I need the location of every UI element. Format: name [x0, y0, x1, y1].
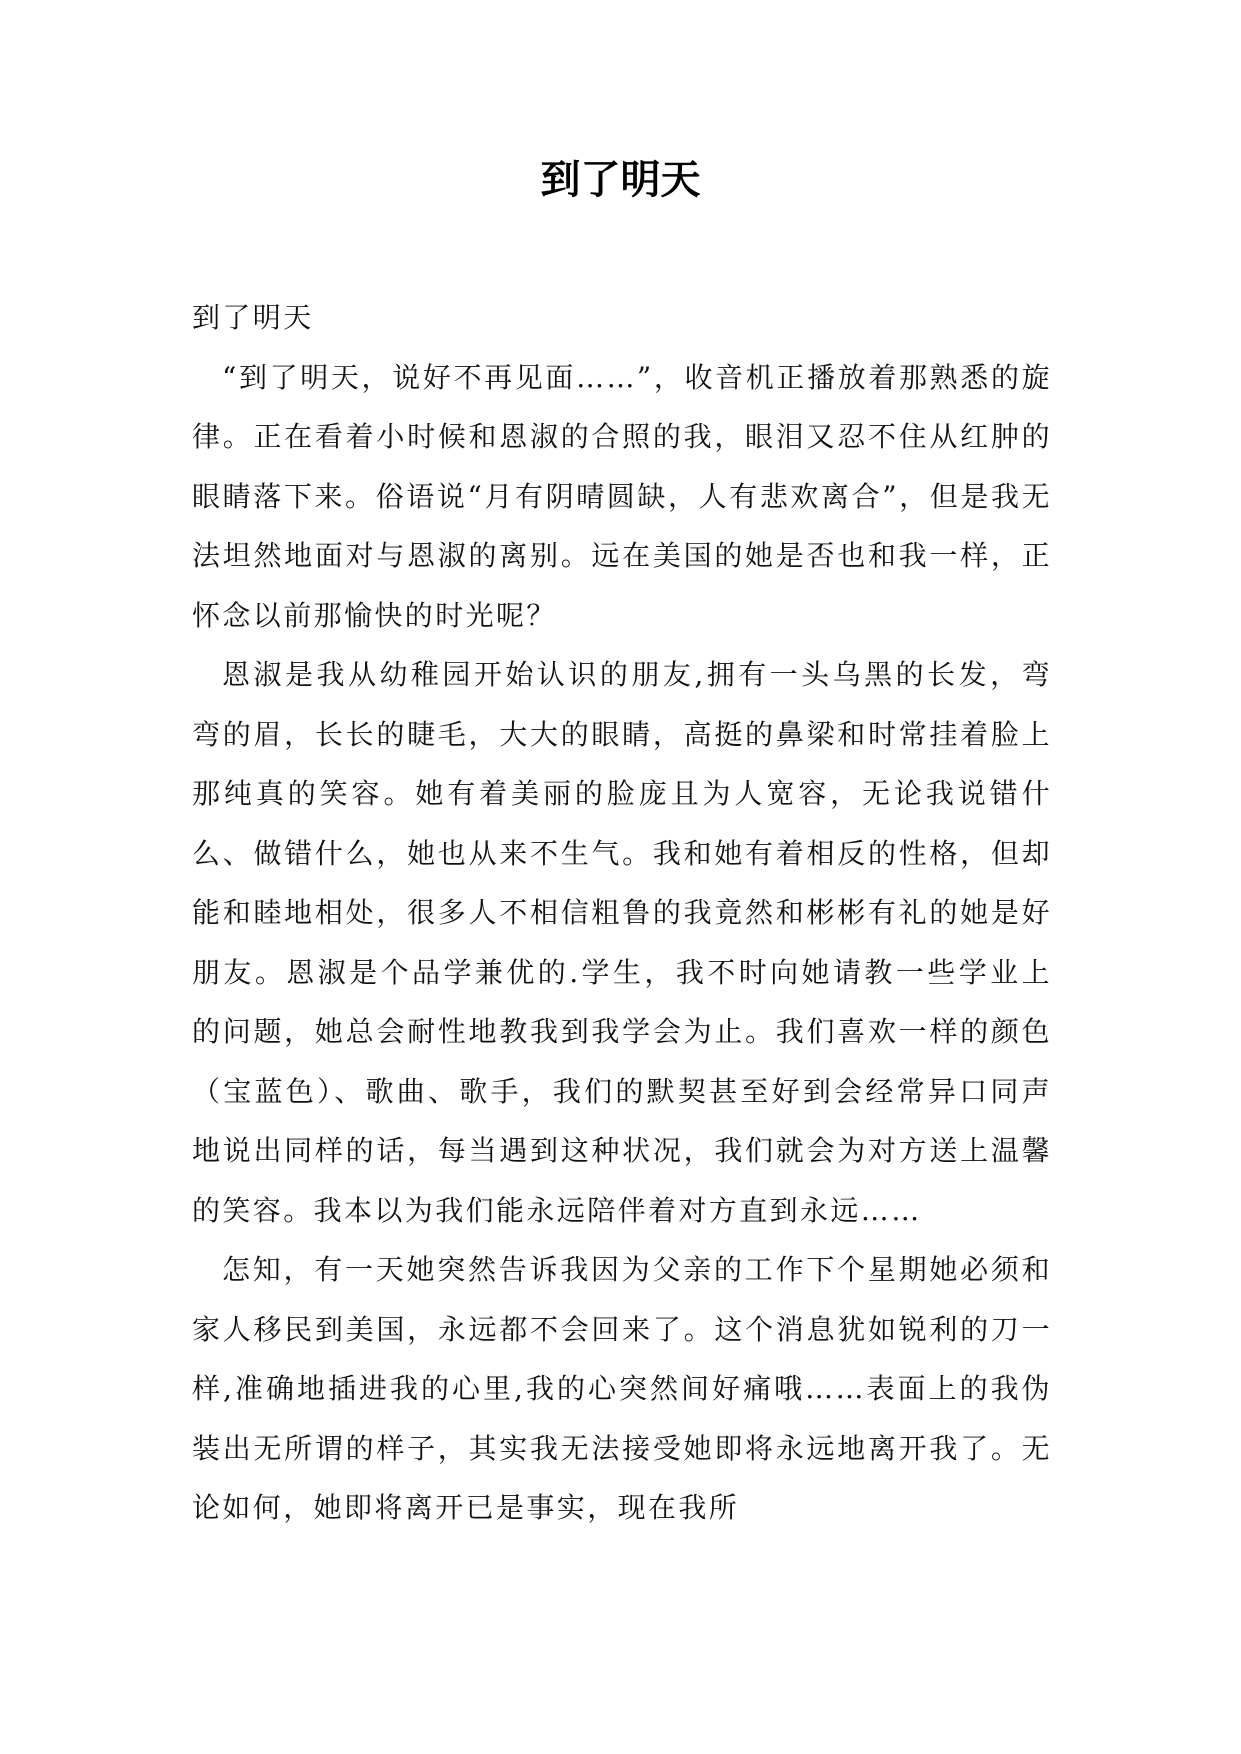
- paragraph: 恩淑是我从幼稚园开始认识的朋友,拥有一头乌黑的长发，弯弯的眉，长长的睫毛，大大的眼睛，高挺的鼻梁和时常挂着脸上那纯真的笑容。她有着美丽的脸庞且为人宽容，无论我说错什么、做错什么，她也从来不生气。我和她有着相反的性格，但却能和睦地相处，很多人不相信粗鲁的我竟然和彬彬有礼的她是好朋友。恩淑是个品学兼优的.学生，我不时向她请教一些学业上的问题，她总会耐性地教我到我学会为止。我们喜欢一样的颜色（宝蓝色）、歌曲、歌手，我们的默契甚至好到会经常异口同声地说出同样的话，每当遇到这种状况，我们就会为对方送上温馨的笑容。我本以为我们能永远陪伴着对方直到永远……: [192, 658, 1052, 1227]
- document-title: 到了明天: [540, 157, 701, 203]
- document-body: [192, 288, 1052, 1538]
- document-subtitle: 到了明天: [192, 301, 314, 334]
- paragraph: 怎知，有一天她突然告诉我因为父亲的工作下个星期她必须和家人移民到美国，永远都不会回来了。这个消息犹如锐利的刀一样,准确地插进我的心里,我的心突然间好痛哦……表面上的我伪装出无所谓的样子，其实我无法接受她即将永远地离开我了。无论如何，她即将离开已是事实，现在我所: [192, 1253, 1052, 1524]
- paragraph: “到了明天，说好不再见面……”，收音机正播放着那熟悉的旋律。正在看着小时候和恩淑的合照的我，眼泪又忍不住从红肿的眼睛落下来。俗语说“月有阴晴圆缺，人有悲欢离合”，但是我无法坦然地面对与恩淑的离别。远在美国的她是否也和我一样，正怀念以前那愉快的时光呢？: [192, 360, 1052, 632]
